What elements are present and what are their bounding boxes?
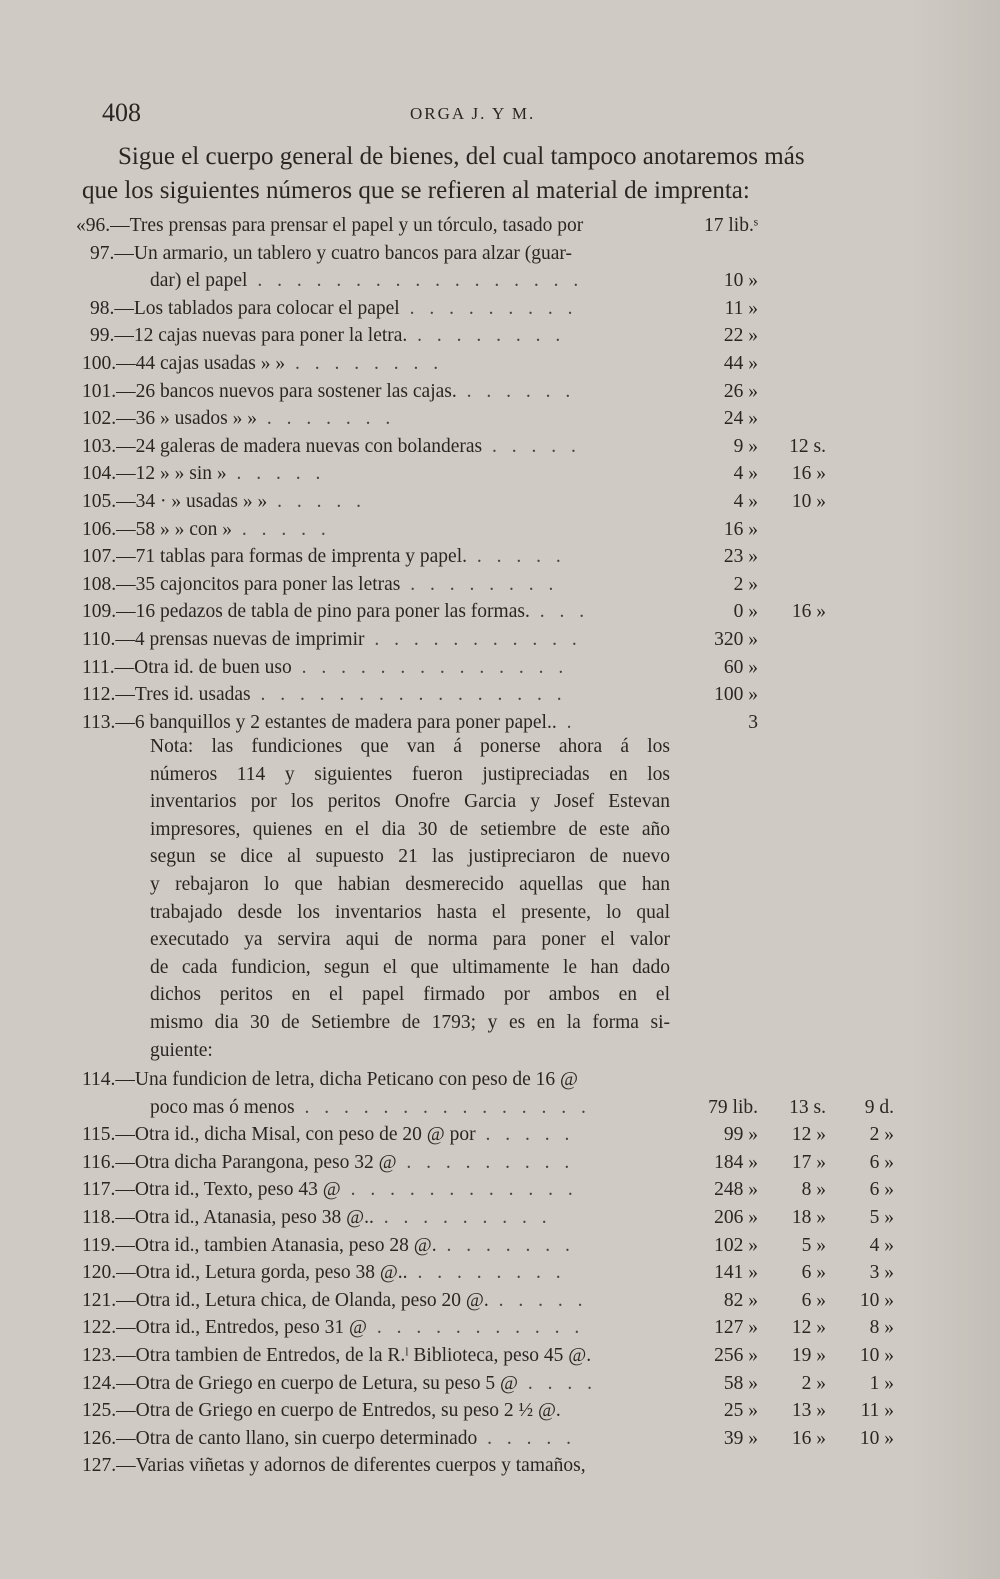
row-text: 124.—Otra de Griego en cuerpo de Letura, su peso 5 @ — [82, 1372, 518, 1394]
leader-dots: . . . . . . . . — [407, 1262, 566, 1284]
row-text: 126.—Otra de canto llano, sin cuerpo determinado — [82, 1427, 478, 1449]
inventory-row — [82, 654, 912, 682]
note-line: impresores, quienes en el dia 30 de setiembre de este año — [150, 818, 670, 840]
note-line: executado ya servira aqui de norma para poner el valor — [150, 929, 670, 951]
row-text: 100.—44 cajas usadas » » — [82, 353, 286, 374]
row-description — [82, 1314, 672, 1342]
leader-dots: . . . . . . . . . . . . . . . . . — [247, 270, 584, 292]
row-description — [82, 433, 672, 461]
leader-dots: . . . — [529, 601, 590, 623]
running-head: ORGA J. Y M. — [410, 104, 536, 123]
leader-dots: . . . . . . . . . . . . . . . — [294, 1096, 591, 1118]
amount-libras: 44 » — [723, 353, 758, 374]
row-description — [82, 350, 672, 378]
intro-line: Sigue el cuerpo general de bienes, del cual tampoco anotaremos más — [118, 143, 805, 170]
inventory-row — [82, 1121, 912, 1149]
row-text: 110.—4 prensas nuevas de imprimir — [82, 629, 365, 650]
row-description — [90, 295, 672, 323]
row-description — [82, 460, 672, 488]
amount-sueldos: 6 » — [801, 1262, 826, 1284]
row-description — [90, 322, 672, 350]
amount-sueldos: 6 » — [801, 1289, 826, 1311]
leader-dots: . . . . . . . — [256, 408, 396, 430]
inventory-row — [82, 1287, 912, 1315]
row-description — [82, 598, 672, 626]
intro-line: que los siguientes números que se refieren al material de imprenta: — [82, 177, 750, 204]
row-text: 122.—Otra id., Entredos, peso 31 @ — [82, 1317, 367, 1339]
inventory-row — [82, 1259, 912, 1287]
amount-libras: 256 » — [714, 1345, 758, 1366]
amount-libras: 60 » — [723, 656, 758, 678]
amount-libras: 10 » — [723, 270, 758, 292]
amount-sueldos: 12 » — [791, 1124, 826, 1146]
inventory-row — [82, 516, 912, 544]
note-line: dichos peritos en el papel firmado por ambos en el — [150, 984, 670, 1006]
row-text: 104.—12 » » sin » — [82, 463, 227, 485]
row-text: 106.—58 » » con » — [82, 518, 233, 540]
row-text: 115.—Otra id., dicha Misal, con peso de 20 @ por — [82, 1124, 476, 1146]
inventory-row — [82, 1149, 912, 1177]
leader-dots: . . . . . . . . — [400, 573, 559, 595]
amount-dineros: 9 d. — [864, 1096, 894, 1118]
row-description — [82, 1425, 672, 1453]
row-text: «96.—Tres prensas para prensar el papel y un tórculo, tasado por — [76, 215, 584, 236]
row-text: 101.—26 bancos nuevos para sostener las cajas. — [82, 380, 457, 402]
row-description — [82, 405, 672, 433]
row-description — [150, 1094, 672, 1122]
row-text: 118.—Otra id., Atanasia, peso 38 @.. — [82, 1207, 374, 1228]
amount-libras: 79 lib. — [708, 1096, 758, 1118]
row-description — [82, 1066, 672, 1094]
amount-dineros: 5 » — [869, 1207, 894, 1228]
amount-libras: 141 » — [714, 1262, 758, 1284]
amount-libras: 100 » — [714, 684, 758, 706]
amount-dineros: 8 » — [869, 1317, 894, 1339]
amount-dineros: 6 » — [869, 1179, 894, 1201]
row-text: 108.—35 cajoncitos para poner las letras — [82, 573, 401, 595]
leader-dots: . . . . . . . . . — [373, 1207, 552, 1228]
row-description — [82, 1397, 672, 1425]
row-description — [150, 267, 672, 295]
leader-dots: . . . . — [518, 1372, 597, 1394]
row-text: 125.—Otra de Griego en cuerpo de Entredos, su peso 2 ½ @. — [82, 1400, 561, 1422]
leader-dots: . . . . . . . — [436, 1234, 575, 1256]
leader-dots: . . . . . — [477, 1427, 577, 1449]
amount-libras: 26 » — [723, 380, 758, 402]
note-line: inventarios por los peritos Onofre Garcia y Josef Estevan — [150, 791, 670, 813]
amount-libras: 22 » — [723, 325, 758, 347]
row-description — [82, 571, 672, 599]
amount-libras: 4 » — [733, 463, 758, 485]
amount-dineros: 10 » — [859, 1427, 894, 1449]
leader-dots: . . . . . . . . — [407, 325, 566, 347]
inventory-row — [82, 1176, 912, 1204]
note-line: Nota: las fundiciones que van á ponerse ahora á los — [150, 736, 670, 757]
row-description — [90, 240, 672, 268]
row-text: 99.—12 cajas nuevas para poner la letra. — [90, 325, 408, 347]
row-description — [82, 1259, 672, 1287]
inventory-row — [82, 267, 912, 295]
note-paragraph — [150, 733, 670, 1064]
amount-sueldos: 12 s. — [789, 435, 826, 457]
inventory-row — [82, 295, 912, 323]
inventory-row — [82, 460, 912, 488]
amount-dineros: 11 » — [860, 1400, 894, 1422]
amount-libras: 4 » — [733, 491, 758, 512]
amount-dineros: 3 » — [869, 1262, 894, 1284]
leader-dots: . . . . . — [488, 1289, 588, 1311]
amount-sueldos: 12 » — [791, 1317, 826, 1339]
row-description — [82, 1121, 672, 1149]
inventory-row — [82, 322, 912, 350]
intro-paragraph — [82, 140, 892, 208]
row-description — [82, 654, 672, 682]
page-edge-shadow — [910, 0, 1000, 1579]
amount-sueldos: 16 » — [791, 601, 826, 623]
amount-libras: 3 — [748, 711, 758, 733]
inventory-row — [82, 1094, 912, 1122]
row-description — [82, 378, 672, 406]
inventory-row — [82, 598, 912, 626]
row-description — [82, 1149, 672, 1177]
amount-libras: 206 » — [714, 1207, 758, 1228]
amount-sueldos: 8 » — [801, 1179, 826, 1201]
inventory-row — [82, 626, 912, 654]
row-text: 120.—Otra id., Letura gorda, peso 38 @.. — [82, 1262, 408, 1284]
row-text: dar) el papel — [150, 270, 248, 292]
amount-libras: 127 » — [714, 1317, 758, 1339]
inventory-row — [82, 433, 912, 461]
leader-dots: . . . . . — [482, 435, 581, 457]
inventory-row — [82, 350, 912, 378]
page-header — [0, 98, 1000, 134]
row-description — [82, 1176, 672, 1204]
inventory-row — [82, 1066, 912, 1094]
row-text: 119.—Otra id., tambien Atanasia, peso 28 @. — [82, 1234, 437, 1256]
row-description — [82, 1342, 672, 1370]
inventory-row — [82, 1452, 912, 1480]
amount-dineros: 1 » — [869, 1372, 894, 1394]
amount-libras: 184 » — [714, 1151, 758, 1173]
amount-libras: 17 lib.ˢ — [704, 215, 758, 236]
leader-dots: . . . . . . . . . . . — [366, 1317, 585, 1339]
row-text: 98.—Los tablados para colocar el papel — [90, 297, 400, 319]
amount-dineros: 10 » — [859, 1289, 894, 1311]
leader-dots: . — [556, 711, 577, 733]
row-text: 116.—Otra dicha Parangona, peso 32 @ — [82, 1151, 397, 1173]
page-number: 408 — [102, 98, 141, 127]
note-line: mismo dia 30 de Setiembre de 1793; y es en la forma si- — [150, 1011, 670, 1033]
row-text: 97.—Un armario, un tablero y cuatro bancos para alzar (guar- — [90, 242, 573, 264]
amount-dineros: 6 » — [869, 1151, 894, 1173]
row-text: 105.—34 · » usadas » » — [82, 491, 268, 512]
leader-dots: . . . . . . . . . . . — [364, 629, 582, 650]
inventory-row — [82, 1425, 912, 1453]
amount-sueldos: 10 » — [791, 491, 826, 512]
leader-dots: . . . . . . . . . . . . . . . . — [250, 684, 567, 706]
amount-libras: 0 » — [733, 601, 758, 623]
amount-libras: 25 » — [723, 1400, 758, 1422]
leader-dots: . . . . . — [232, 518, 331, 540]
amount-libras: 320 » — [714, 629, 758, 650]
row-description — [82, 626, 672, 654]
leader-dots: . . . . . . — [456, 380, 576, 402]
leader-dots: . . . . . . . . . . . . . . — [291, 656, 569, 678]
row-description — [76, 212, 672, 240]
inventory-row — [82, 1397, 912, 1425]
row-text: 123.—Otra tambien de Entredos, de la R.ˡ Biblioteca, peso 45 @. — [82, 1345, 592, 1366]
inventory-row — [82, 1232, 912, 1260]
row-description — [82, 516, 672, 544]
amount-libras: 82 » — [723, 1289, 758, 1311]
row-description — [82, 543, 672, 571]
leader-dots: . . . . . . . . . — [399, 297, 578, 319]
leader-dots: . . . . . — [267, 491, 366, 512]
note-line: trabajado desde los inventarios hasta el presente, lo qual — [150, 901, 670, 923]
row-text: 111.—Otra id. de buen uso — [82, 656, 292, 678]
amount-libras: 248 » — [714, 1179, 758, 1201]
note-line: números 114 y siguientes fueron justipreciadas en los — [150, 763, 670, 785]
row-text: poco mas ó menos — [150, 1096, 295, 1118]
leader-dots: . . . . . — [467, 546, 566, 568]
inventory-row — [82, 1314, 912, 1342]
row-text: 117.—Otra id., Texto, peso 43 @ — [82, 1179, 341, 1201]
row-description — [82, 1452, 672, 1480]
row-description — [82, 681, 672, 709]
row-description — [82, 1204, 672, 1232]
amount-sueldos: 13 » — [791, 1400, 826, 1422]
leader-dots: . . . . . . . . . . . . — [340, 1179, 578, 1201]
inventory-row — [82, 1204, 912, 1232]
note-line: de cada fundicion, segun el que ultimamente le han dado — [150, 956, 670, 978]
amount-dineros: 4 » — [869, 1234, 894, 1256]
leader-dots: . . . . . — [226, 463, 326, 485]
amount-sueldos: 18 » — [791, 1207, 826, 1228]
row-text: 121.—Otra id., Letura chica, de Olanda, peso 20 @. — [82, 1289, 489, 1311]
row-text: 114.—Una fundicion de letra, dicha Peticano con peso de 16 @ — [82, 1069, 578, 1090]
inventory-row — [82, 240, 912, 268]
row-description — [82, 488, 672, 516]
amount-sueldos: 16 » — [791, 1427, 826, 1449]
amount-libras: 39 » — [723, 1427, 758, 1449]
amount-sueldos: 13 s. — [789, 1096, 826, 1118]
row-description — [82, 1370, 672, 1398]
row-text: 109.—16 pedazos de tabla de pino para poner las formas. — [82, 601, 530, 623]
amount-sueldos: 19 » — [791, 1345, 826, 1366]
note-line: y rebajaron lo que habian desmerecido aquellas que han — [150, 873, 670, 895]
inventory-row — [82, 405, 912, 433]
inventory-row — [82, 1342, 912, 1370]
inventory-row — [76, 212, 912, 240]
leader-dots: . . . . . . . . . — [396, 1151, 575, 1173]
inventory-row — [82, 543, 912, 571]
row-text: 107.—71 tablas para formas de imprenta y papel. — [82, 546, 468, 568]
inventory-row — [82, 378, 912, 406]
amount-libras: 102 » — [714, 1234, 758, 1256]
amount-dineros: 2 » — [869, 1124, 894, 1146]
inventory-row — [82, 681, 912, 709]
row-text: 103.—24 galeras de madera nuevas con bolanderas — [82, 435, 483, 457]
amount-libras: 16 » — [723, 518, 758, 540]
amount-sueldos: 2 » — [801, 1372, 826, 1394]
inventory-row — [82, 1370, 912, 1398]
note-line: segun se dice al supuesto 21 las justipreciaron de nuevo — [150, 846, 670, 868]
amount-libras: 9 » — [733, 435, 758, 457]
row-description — [82, 1232, 672, 1260]
row-description — [82, 1287, 672, 1315]
amount-libras: 24 » — [723, 408, 758, 430]
amount-sueldos: 17 » — [791, 1151, 826, 1173]
inventory-row — [82, 571, 912, 599]
inventory-row — [82, 488, 912, 516]
amount-sueldos: 5 » — [801, 1234, 826, 1256]
amount-libras: 2 » — [733, 573, 758, 595]
row-text: 113.—6 banquillos y 2 estantes de madera para poner papel.. — [82, 711, 557, 733]
amount-dineros: 10 » — [859, 1345, 894, 1366]
amount-sueldos: 16 » — [791, 463, 826, 485]
leader-dots: . . . . . . . . — [285, 353, 444, 374]
amount-libras: 11 » — [724, 297, 758, 319]
row-text: 112.—Tres id. usadas — [82, 684, 251, 706]
amount-libras: 99 » — [723, 1124, 758, 1146]
amount-libras: 23 » — [723, 546, 758, 568]
amount-libras: 58 » — [723, 1372, 758, 1394]
note-line: guiente: — [150, 1039, 213, 1061]
leader-dots: . . . . . — [475, 1124, 575, 1146]
row-text: 127.—Varias viñetas y adornos de diferentes cuerpos y tamaños, — [82, 1455, 586, 1477]
row-text: 102.—36 » usados » » — [82, 408, 257, 430]
